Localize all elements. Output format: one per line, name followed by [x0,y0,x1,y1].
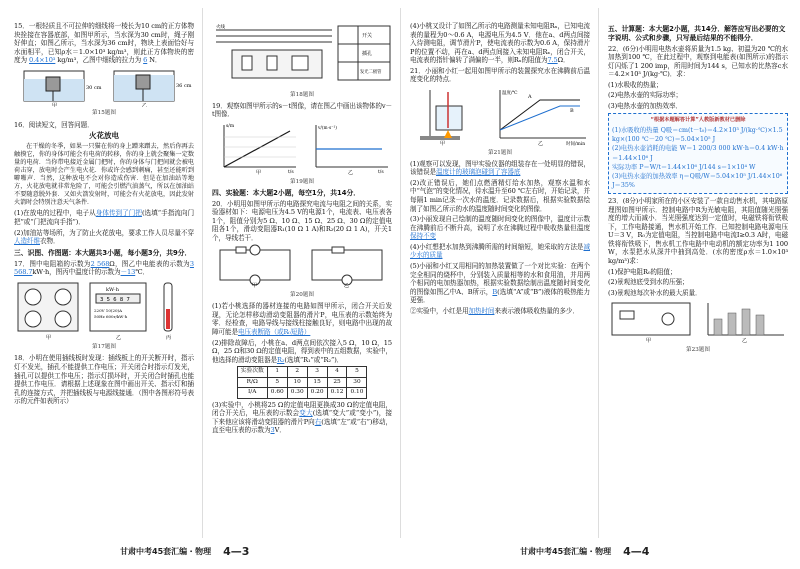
axis-s: s/m [226,123,235,129]
fig23-yi: 乙 [742,338,748,344]
answer-line: (2)电热水壶消耗的电能 W＝1 200/3 000 kW·h＝0.4 kW·h＝1.44×10⁶ J [612,145,784,162]
table-cell: 0.30 [287,388,307,399]
spark-title: 火花放电 [89,131,119,141]
table-cell: 3 [307,367,327,378]
figure-21 [410,86,590,146]
curve-b: B [570,107,574,114]
question-21-3: (3)小丽发现自己绘制的温度随时间变化的图像中，温度计示数在沸腾前后不断升高，说明了水在沸腾过程中吸收热量但温度保持不变 [410,215,590,241]
question-23: 23．(8分)小明家所在的小区安装了一款自动售水机，其电路原理图如图甲所示．控制电路中R为光敏电阻，其阻值随光照强度的增大而减小．当光照强度达到一定值时，电磁铁将衔铁吸下，工作电路接通，售水机开始工作．已知控制电路电源电压U＝3 V，R₀为定值电阻，当控制电路中电流I≥0.3 A时，电磁铁将衔铁吸下，售水机工作电路中电动机的额定功率为1 100 W，水泵把水从深井中抽到高处．(水的密度ρ水＝1.0×10³ kg/m³)求： [608,197,788,265]
page-number-left: 4—3 [223,544,250,558]
section-3-header: 三、识图、作图题：本大题共3小题，每小题3分，共9分． [14,248,192,257]
figure-19 [212,121,392,175]
meter-unit: kW·h [106,286,119,293]
fig20-jia: 甲 [252,283,258,289]
figure-15 [14,67,194,107]
table-cell: 5 [347,367,367,378]
figure-20 [212,244,392,288]
legend-led: 发光二极管 [360,70,382,75]
question-22-1: (1)水吸收的热量； [608,80,663,89]
answer-line: (3)电热水壶的加热效率 η＝Q吸/W＝5.04×10⁵ J/1.44×10⁶ J＝35% [612,172,783,189]
label-jia: 甲 [52,102,58,107]
fig19-caption: 第19题图 [290,178,314,185]
question-19: 19．观察如图甲所示的s－t图像，请在图乙中画出该物体的v－t图像． [212,101,392,119]
answer-21-3: 保持不变 [410,232,436,241]
fig20-caption: 第20题图 [290,291,314,298]
fig17-jia: 甲 [46,334,52,341]
answer-20-3c: 3 [270,426,275,435]
table-cell: 0.20 [307,388,327,399]
answer-20-2: R₂ [276,355,285,364]
column-2 [212,22,392,437]
meter-reading: 3 5 6 8 7 [100,296,130,303]
column-4 [608,22,788,357]
table-cell: 2 [287,367,307,378]
page-number-right: 4—4 [623,544,650,558]
answer-20-4: 7.5 [547,56,558,65]
table-cell: 25 [327,377,347,388]
figure-18 [212,22,392,88]
question-21-5: (5)小丽和小红又用相同的加热装置做了一个对比实验：在两个完全相同的烧杯中，分别装入质量相等的水和食用油，并用两个相同的电加热器加热，根据实验数据绘制出温度随时间变化的图像如图乙中A、B所示，B(选填“A”或“B”)液体的吸热能力更强． [410,261,590,305]
axis-time: 时间/min [566,141,586,146]
answer-16-2: 人造纤维 [14,237,40,246]
question-22-3: (3)电热水壶的加热效率． [608,102,682,111]
question-16: 16．阅读短文，回答问题． [14,120,94,129]
fig23-caption: 第23题图 [686,346,710,353]
question-21-2: (2)改正错误后，她们点燃酒精灯给水加热，观察水温和水中“气泡”的变化情况，待水温升至60 ℃左右时，开始记录，并每隔1 min记录一次水的温度．记录数据后，根据实验数据绘制了如图乙所示的水的温度随时间变化的图像． [410,178,590,213]
column-1 [14,22,194,408]
answer-15b: 6 [143,56,148,65]
question-15: 15．一根轻质且不可拉伸的细线将一棱长为10 cm的正方体物块拴接在容器底部，如图甲所示，当水深为30 cm时，绳子刚好伸直；如图乙所示，当水深为36 cm时，物块上表面恰好与水面相平，已知ρ水＝1.0×10³ kg/m³，则此正方体物块的密度为 0.4×10³ kg/m³，乙图中细线的拉力为 6 N． [14,22,194,65]
question-20-2: (2)排除故障后，小桃在a、d两点间依次接入5 Ω，10 Ω，15 Ω，25 Ω和30 Ω的定值电阻，得到表中的五组数据，实验中，他选择的滑动变阻器是R₂(选填“R₁”或“R₂”)． [212,338,392,364]
table-cell: 4 [327,367,347,378]
table-cell: 30 [347,377,367,388]
question-22-2: (2)电热水壶的实际功率； [608,91,682,100]
table-cell: 实验次数 [237,367,267,378]
section-5-header: 五、计算题：本大题2小题，共14分．解答应写出必要的文字说明、公式和步骤，只写最后结果的不能得分． [608,25,786,42]
fig23-jia: 甲 [646,338,652,344]
figure-23 [608,299,788,343]
answer-20-3a: 变大 [299,409,313,418]
label-yi: 乙 [142,102,148,107]
axis-t1: t/s [288,169,294,175]
table-cell: R/Ω [237,377,267,388]
answer-21-1: 温度计的玻璃泡碰到了容器底 [435,168,521,177]
table-cell: 15 [307,377,327,388]
footer-right: 甘肃中考45套汇编・物理 4—4 [520,544,650,558]
table-cell: I/A [237,388,267,399]
answer-20-3b: 右 [314,417,322,426]
section-4-header: 四、实验题：本大题2小题，每空1分，共14分． [212,188,361,197]
table-cell: 0.10 [347,388,367,399]
answer-15a: 0.4×10³ [29,56,56,65]
fig17-yi: 乙 [116,334,122,341]
footer-left: 甘肃中考45套汇编・物理 4—3 [120,544,250,558]
axis-v: v/(m·s⁻¹) [318,125,337,131]
label-30cm: 30 cm [86,84,102,91]
fig19-yi: 乙 [348,169,354,175]
question-17: 17．图中电阻箱的示数为2 568Ω，图乙中电能表的示数为3 568.7kW·h，图丙中温度计的示数为－13℃． [14,259,194,277]
question-21-4: (4)小红想把水加热到沸腾所需的时间缩短，她采取的方法是减少水的质量 [410,242,590,260]
question-18: 18．小明在使用插线板时发现：插线板上的开关断开时，指示灯不发光，插孔不能提供工作电压；开关闭合时指示灯发光，插孔可以提供工作电压；指示灯损坏时，开关闭合时插孔也能提供工作电压．请根据上述现象在图中画出开关、指示灯和插孔的连接方式，并把插线板与电源线接通．（图中各图形符号表示的元件如表所示） [14,354,194,406]
fig21-yi: 乙 [538,140,544,146]
question-20-3: (3)实验中，小桃将25 Ω的定值电阻更换成30 Ω的定值电阻，闭合开关后，电压表的示数会变大(选填“变大”或“变小”)，接下来他应该将滑动变阻器的滑片P向右(选填“左”或“右”)移动，直至电压表的示数为3V． [212,400,392,435]
fig17-bing: 丙 [166,334,172,341]
answer-20-1: 电压表断路（或R₀短路） [237,327,311,336]
answer-16-1: 身体传到了门把 [95,209,142,218]
fig17-caption: 第17题图 [92,344,116,351]
table-cell: 1 [267,367,287,378]
fig21-jia: 甲 [440,140,446,146]
wire-live: 火线 [216,25,225,30]
meter-spec1: 220V 10(20)A [94,307,122,313]
answer-21-6: 加热时间 [468,306,495,315]
question-21-6: ②实验中，小红是用加热时间来表示液体吸收热量的多少． [410,306,579,315]
legend-switch: 开关 [362,33,373,39]
meter-spec2: 50Hz 600r/kW·h [94,313,128,319]
table-cell: 0.60 [267,388,287,399]
question-21: 21．小丽和小红一起用如图甲所示的装置探究水在沸腾前后温度变化的特点． [410,66,590,84]
question-23-1: (1)保护电阻R₀的阻值； [608,267,677,276]
answer-box-22 [608,113,788,194]
table-cell: 5 [267,377,287,388]
label-36cm: 36 cm [176,82,192,89]
answer-17b: 3 568.7 [14,259,194,277]
answer-17a: 2 568 [90,259,110,268]
table-row [237,388,367,399]
fig18-caption: 第18题图 [290,91,314,98]
answer-17c: －13 [120,268,136,277]
question-23-3: (3)景观池每次补水的最大质量． [608,288,702,297]
fig20-yi: 乙 [344,283,350,289]
question-22: 22．(6分)小明用电热水壶将质量为1.5 kg、初温为20 ℃的水加热到100 ℃，在此过程中，观察到电能表(如图所示)的指示灯闪烁了1 200 imp，所用时间为144 s，已知水的比热容c水＝4.2×10³ J/(kg·℃)．求： [608,44,788,79]
fig15-caption: 第15题图 [92,110,116,117]
table-cell: 10 [287,377,307,388]
answer-line: 实际功率 P＝W/t＝1.44×10⁶ J/144 s＝1×10⁴ W [612,163,756,171]
question-20: 20．小明用如图甲所示的电路探究电流与电阻之间的关系，实验器材如下：电源电压为4.5 V的电源1个，电流表、电压表各1个，阻值分别为5 Ω、10 Ω、15 Ω、25 Ω、30 Ω的定值电阻各1个，滑动变阻器R₁(10 Ω 1 A)和R₂(20 Ω 1 A)，开关1个，导线若干． [212,199,392,242]
table-cell: 0.12 [327,388,347,399]
question-23-2: (2)景观池底受到水的压强； [608,278,689,287]
answer-21-5: B [492,287,498,296]
data-table [237,366,368,399]
question-21-1: (1)观察可以发现，图甲实验仪器的组装存在一处明显的错误，该错误是温度计的玻璃泡碰到了容器底 [410,159,590,177]
question-16-1: (1)在放电的过程中，电子从身体传到了门把(选填“手指流向门把”或“门把流向手指”)． [14,209,194,227]
fig19-jia: 甲 [256,169,262,175]
table-row [237,367,367,378]
figure-17 [14,279,194,341]
answer-21-4: 减少水的质量 [410,242,590,260]
axis-t2: t/s [378,169,384,175]
answer-line: (1)水吸收的热量 Q吸＝cm(t－t₀)＝4.2×10³ J/(kg·℃)×1.5 kg×(100 ℃－20 ℃)＝5.04×10⁵ J [612,127,783,144]
question-20-4: (4)小桃又设计了如图乙所示的电路测量未知电阻Rₓ，已知电流表的量程为0～0.6 A，电源电压为4.5 V．他在a、d两点间接入待测电阻，调节滑片P，使电流表的示数为0.6 A，保持滑片P的位置不动，再在a、d两点间接入未知电阻Rₓ，闭合开关，电流表的指针偏转了满偏的一半，则Rₓ的阻值为7.5Ω． [410,22,590,65]
spark-text: 在干燥的冬季，如果一只猫在你的身上蹭来蹭去，然后你再去触摸它，你的身体可能会有电荷的转移，你的身上就会聚集一定数量的电荷．当你带电接近金属门把时，你的身体与门把间就会被电荷击穿，放电时会产生电火花．你或许会感到刺痛，甚至还能听到噼啪声．当然，这种放电不会对你造成伤害．但是在加油站等地方，火花放电就非常危险了，可能会引燃汽油蒸气，所以在加油站不要随意脱外套．又如火箭发射时，可能会有火花放电，因此发射火箭时会特别注意天气条件． [14,142,194,207]
fig21-caption: 第21题图 [488,149,512,156]
axis-temp: 温度/℃ [502,90,518,96]
column-3 [410,22,590,317]
table-row [237,377,367,388]
legend-socket: 插孔 [362,51,373,57]
curve-a: A [528,93,532,100]
answer-box-header: “根据本题解答计算”人教版新教材已删除 [650,116,746,123]
question-20-1: (1)若小桃选择的器材连接的电路如图甲所示，闭合开关后发现，无论怎样移动滑动变阻器的滑片P，电压表的示数始终为零．经检查，电路导线与接线柱接触良好，则电路中出现的故障可能是电压表断路（或R₀短路） [212,302,392,336]
question-16-2: (2)加油站等场所，为了防止火花放电，要求工作人员尽量不穿人造纤维衣物． [14,228,194,246]
